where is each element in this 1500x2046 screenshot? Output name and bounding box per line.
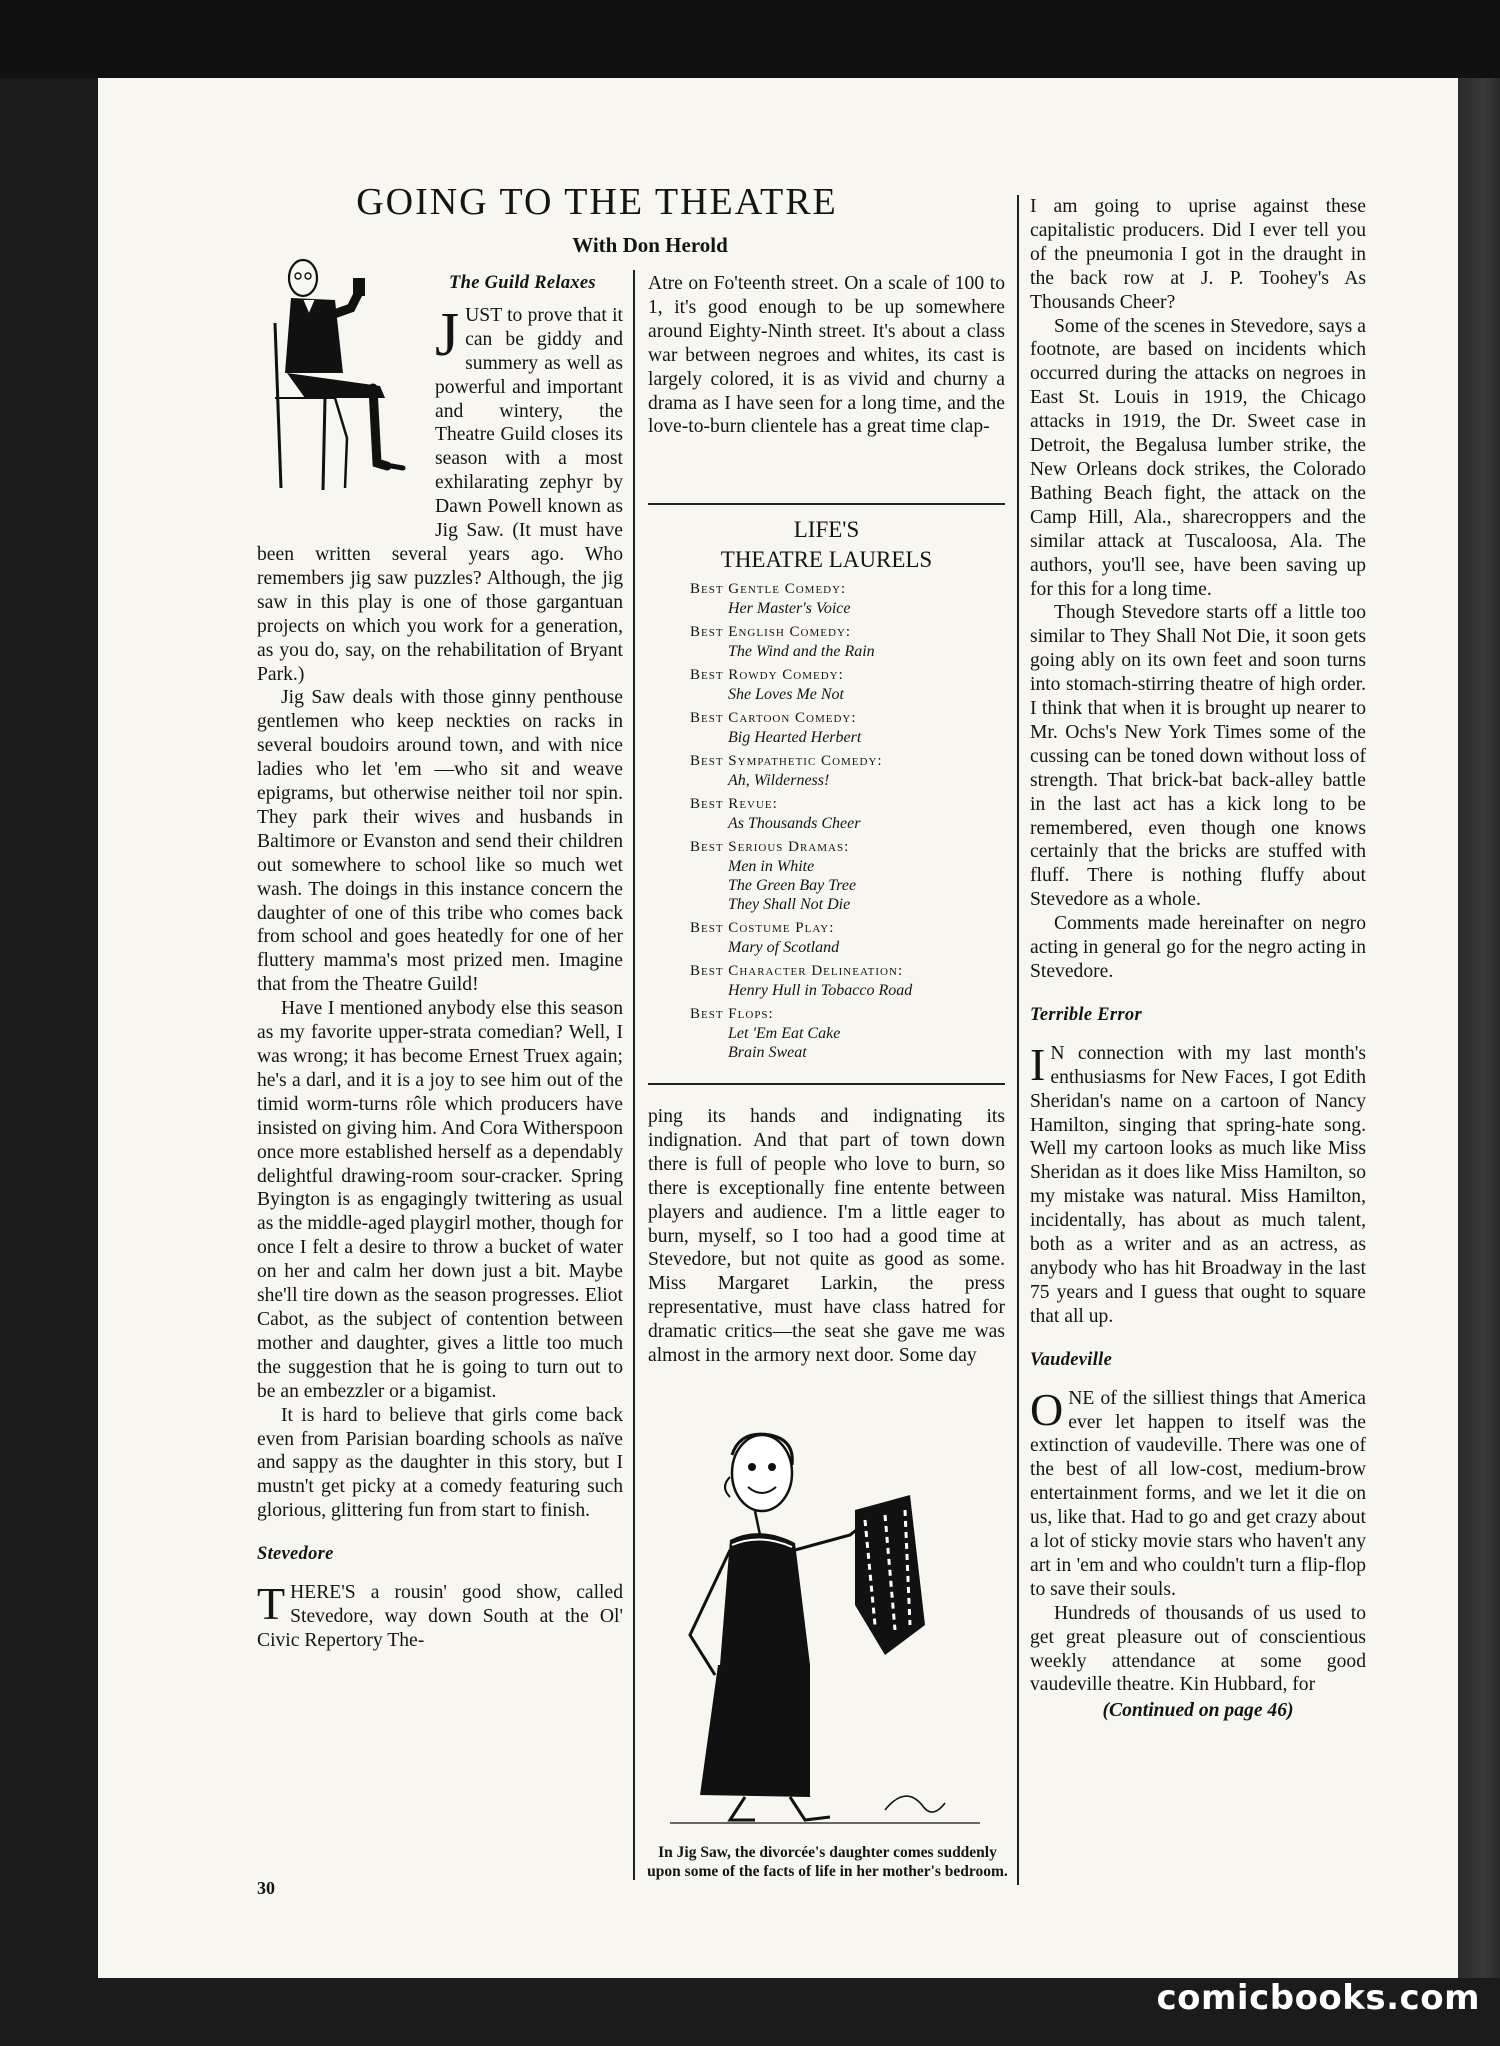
- paragraph: Jig Saw deals with those ginny penthouse gentlemen who keep neckties on racks in several boudoirs around town, and with nice ladies who let 'em —who sit and weave epigrams, but otherwise neither toil nor spin. They park their wives and husbands in Baltimore or Evanston and send their children out somewhere to school like so much wet wash. The doings in this instance concern the daughter of one of this tribe who comes back from school and goes heatedly for one of her fluttery mamma's most prized men. Imagine that from the Theatre Guild!: [257, 687, 623, 996]
- jig-saw-cartoon: [660, 1425, 1000, 1835]
- article-column-1: [257, 272, 623, 1653]
- paragraph: Atre on Fo'teenth street. On a scale of 100 to 1, it's good enough to be up somewhere around Eighty-Ninth street. It's about a class war between negroes and whites, its cast is largely colored, it is as vivid and churny a drama as I have seen for a long time, and the love-to-burn clientele has a great time clap-: [648, 273, 1005, 438]
- paragraph: It is hard to believe that girls come back even from Parisian boarding schools as naïve and sappy as the daughter in this story, but I mustn't get picky at a comedy featuring such glorious, glittering fun from start to finish.: [257, 1404, 623, 1522]
- dropcap-t: T: [257, 1578, 286, 1630]
- laurel-winner: They Shall Not Die: [728, 896, 851, 913]
- paragraph: Some of the scenes in Stevedore, says a footnote, are based on incidents which occurred during the attacks on negroes in East St. Louis in 1919, the Chicago attacks in 1919, the Dr. Sweet case in Detroit, the Begalusa lumber strike, the New Orleans dock strikes, the Colorado Bathing Beach fight, the attack on the Camp Hill, Ala., sharecroppers and the similar attack at Tuscaloosa, Ala. The authors, you'll see, have been saving up for this for a long time.: [1030, 315, 1366, 600]
- section-title-stevedore: Stevedore: [257, 1544, 334, 1565]
- paragraph: I am going to uprise against these capitalistic producers. Did I ever tell you of the pneumonia I got in the draught in the back row at J. P. Toohey's As Thousands Cheer?: [1030, 196, 1366, 313]
- theatre-laurels-box: [648, 515, 1005, 1062]
- scan-top-border: [0, 0, 1500, 78]
- paragraph: ping its hands and indignating its indignation. And that part of town down there is full of people who love to burn, so there is exceptionally fine entente between players and audience. I'm a little eager to burn, myself, so I too had a good time at Stevedore, but not quite as good as some. Miss Margaret Larkin, the press representative, must have class hatred for dramatic critics—the seat she gave me was almost in the armory next door. Some day: [648, 1106, 1005, 1367]
- cartoon-caption: In Jig Saw, the divorcée's daughter comes suddenly upon some of the facts of life in her mother's bedroom.: [647, 1844, 1008, 1880]
- article-column-2: [648, 272, 1005, 439]
- laurel-category: Best Costume Play:: [690, 920, 835, 936]
- laurel-winner: Men in White: [728, 858, 815, 875]
- box-rule-bottom: [648, 1083, 1005, 1085]
- laurel-category: Best Gentle Comedy:: [690, 581, 847, 597]
- laurel-winner: The Green Bay Tree: [728, 877, 857, 894]
- page-number: 30: [257, 1878, 275, 1898]
- laurel-category: Best Flops:: [690, 1006, 774, 1022]
- laurel-winner: Brain Sweat: [728, 1044, 807, 1061]
- section-title-terrible-error: Terrible Error: [1030, 1004, 1142, 1025]
- illustration-float-space: [257, 304, 435, 522]
- byline: With Don Herold: [572, 233, 728, 257]
- laurel-winner: She Loves Me Not: [728, 686, 844, 703]
- section-title-vaudeville: Vaudeville: [1030, 1349, 1113, 1370]
- laurel-winner: Let 'Em Eat Cake: [728, 1025, 841, 1042]
- dropcap-o: O: [1030, 1383, 1064, 1435]
- site-watermark: comicbooks.com: [1156, 1978, 1480, 2018]
- paragraph: N connection with my last month's enthusiasms for New Faces, I got Edith Sheridan's name on a cartoon of Nancy Hamilton, singing that spring-hate song. Well my cartoon looks as much like Miss Sheridan as it does like Miss Hamilton, so my mistake was natural. Miss Hamilton, incidentally, has about as much talent, both as a writer and as an actress, as anybody who has hit Broadway in the last 75 years and I guess that ought to square that all up.: [1030, 1042, 1366, 1327]
- laurel-winner: Ah, Wilderness!: [728, 772, 830, 789]
- laurel-category: Best Character Delineation:: [690, 963, 904, 979]
- laurel-winner: Henry Hull in Tobacco Road: [728, 982, 913, 999]
- box-rule-top: [648, 503, 1005, 505]
- paragraph: HERE'S a rousin' good show, called Stevedore, way down South at the Ol' Civic Repertory The-: [257, 1582, 623, 1651]
- next-page-edge: [1458, 78, 1500, 1978]
- dropcap-i: I: [1030, 1038, 1046, 1090]
- column-divider: [633, 270, 635, 1880]
- paragraph: Though Stevedore starts off a little too similar to They Shall Not Die, it soon gets going ably on its own feet and soon turns into stomach-stirring theatre of high order. I think that when it is brought up nearer to Mr. Ochs's New York Times some of the cussing can be toned down without loss of strength. That brick-bat back-alley battle in the last act has a kick long to be remembered, even though one knows certainly that the bricks are stuffed with fluff. There is nothing fluffy about Stevedore as a whole.: [1030, 602, 1366, 911]
- paragraph: UST to prove that it can be giddy and summery as well as powerful and important and wintery, the Theatre Guild closes its season with a most exhilarating zephyr by Dawn Powell known as Jig Saw. (It must have been written several years ago. Who remembers jig saw puzzles? Although, the jig saw in this play is one of those gargantuan projects on which you work for a generation, as you do, say, on the rehabilitation of Bryant Park.): [257, 304, 623, 685]
- page-headline: GOING TO THE THEATRE: [356, 181, 838, 223]
- laurel-category: Best Cartoon Comedy:: [690, 710, 857, 726]
- article-column-3: [1030, 195, 1366, 1723]
- laurels-title-line-2: THEATRE LAURELS: [720, 547, 933, 572]
- laurel-winner: As Thousands Cheer: [728, 815, 861, 832]
- continued-note: (Continued on page 46): [1102, 1700, 1294, 1722]
- laurels-title-line-1: LIFE'S: [793, 517, 860, 542]
- laurel-winner: Mary of Scotland: [728, 939, 840, 956]
- laurel-category: Best English Comedy:: [690, 624, 852, 640]
- paragraph: Have I mentioned anybody else this season as my favorite upper-strata comedian? Well, I was wrong; it has become Ernest Truex again; he's a darl, and it is a joy to see him out of the timid worm-turns rôle which producers have insisted on giving him. And Cora Witherspoon once more established herself as a dependably delightful drawing-room sour-cracker. Spring Byington is as engagingly twittering as usual as the middle-aged playgirl mother, though for once I felt a desire to throw a bucket of water on her and calm her down just a bit. Maybe she'll tire down as the season progresses. Eliot Cabot, as the subject of contention between mother and daughter, gives a little too much the suggestion that he is going to turn out to be an embezzler or a bigamist.: [257, 998, 623, 1402]
- column-divider: [1017, 195, 1019, 1885]
- paragraph: NE of the silliest things that America ever let happen to itself was the extinction of vaudeville. There was one of the best of all low-cost, medium-brow entertainment forms, and we let it die on us, like that. Had to go and get crazy about a lot of sticky movie stars who haven't any art in 'em and who couldn't turn a flip-flop to save their souls.: [1030, 1387, 1366, 1600]
- laurel-category: Best Rowdy Comedy:: [690, 667, 844, 683]
- laurel-category: Best Serious Dramas:: [690, 839, 850, 855]
- laurel-winner: The Wind and the Rain: [728, 643, 875, 660]
- paragraph: Hundreds of thousands of us used to get great pleasure out of conscientious weekly attendance at some good vaudeville theatre. Kin Hubbard, for: [1030, 1602, 1366, 1696]
- laurels-list: [648, 580, 1005, 1062]
- laurel-winner: Big Hearted Herbert: [728, 729, 862, 746]
- paragraph: Comments made hereinafter on negro acting in general go for the negro acting in Stevedore.: [1030, 913, 1366, 982]
- section-title-guild-relaxes: The Guild Relaxes: [449, 273, 596, 293]
- laurel-category: Best Sympathetic Comedy:: [690, 753, 883, 769]
- dropcap-j: J: [435, 300, 460, 369]
- laurel-winner: Her Master's Voice: [728, 600, 851, 617]
- laurel-category: Best Revue:: [690, 796, 778, 812]
- article-column-2-continued: [648, 1105, 1005, 1368]
